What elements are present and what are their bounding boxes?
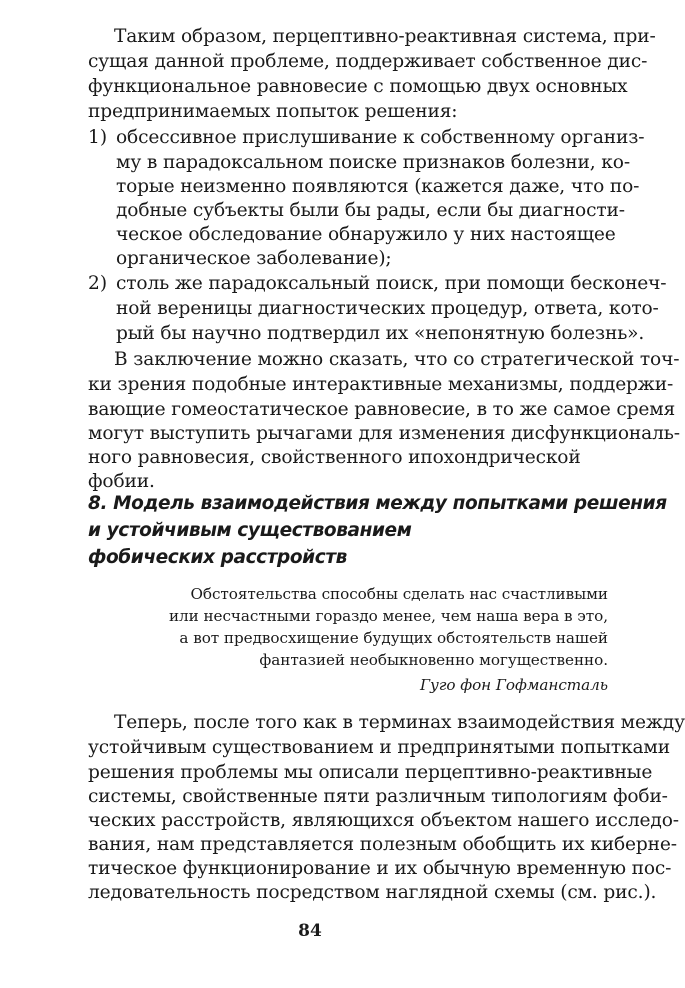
text-line: ки зрения подобные интерактивные механизмы, поддержи- xyxy=(88,374,674,395)
epigraph-line: или несчастными гораздо менее, чем наша вера в это, xyxy=(168,607,608,625)
list-item-line: столь же парадоксальный поиск, при помощи бесконеч- xyxy=(116,273,667,294)
section-heading-line: и устойчивым существованием xyxy=(88,520,412,541)
epigraph-line: фантазией необыкновенно могущественно. xyxy=(259,651,608,669)
page-number: 84 xyxy=(298,921,322,941)
text-line: сущая данной проблеме, поддерживает собственное дис- xyxy=(88,51,648,72)
section-heading-line: фобических расстройств xyxy=(88,547,347,568)
epigraph-line: Обстоятельства способны сделать нас счастливыми xyxy=(190,585,608,603)
text-line: системы, свойственные пяти различным типологиям фоби- xyxy=(88,786,668,807)
text-line: устойчивым существованием и предпринятыми попытками xyxy=(88,737,670,758)
section-heading-line: 8. Модель взаимодействия между попытками решения xyxy=(88,493,667,514)
text-line: функциональное равновесие с помощью двух основных xyxy=(88,76,628,97)
text-line: Теперь, после того как в терминах взаимодействия между xyxy=(114,712,685,733)
list-marker: 1) xyxy=(88,127,108,148)
text-line: ледовательность посредством наглядной схемы (см. рис.). xyxy=(88,882,657,903)
text-line: вающие гомеостатическое равновесие, в то же самое сремя xyxy=(88,399,676,420)
epigraph-author: Гуго фон Гофмансталь xyxy=(419,676,608,694)
text-line: могут выступить рычагами для изменения дисфункциональ- xyxy=(88,423,680,444)
list-item-line: торые неизменно появляются (кажется даже, что по- xyxy=(116,176,640,197)
text-line: вания, нам представляется полезным обобщить их киберне- xyxy=(88,834,677,855)
text-line: ного равновесия, свойственного ипохондрической фобии. xyxy=(88,447,581,492)
list-item-line: обсессивное прислушивание к собственному организ- xyxy=(116,127,645,148)
list-item-line: ной вереницы диагностических процедур, ответа, кото- xyxy=(116,298,659,319)
text-line: Таким образом, перцептивно-реактивная система, при- xyxy=(114,26,656,47)
text-line: ческих расстройств, являющихся объектом нашего исследо- xyxy=(88,810,679,831)
list-item-line: ческое обследование обнаружило у них настоящее xyxy=(116,224,616,245)
list-item-line: органическое заболевание); xyxy=(116,248,392,269)
list-marker: 2) xyxy=(88,273,108,294)
text-line: В заключение можно сказать, что со стратегической точ- xyxy=(114,349,680,370)
text-line: решения проблемы мы описали перцептивно-реактивные xyxy=(88,762,653,783)
list-item-line: му в парадоксальном поиске признаков болезни, ко- xyxy=(116,152,630,173)
epigraph-line: а вот предвосхищение будущих обстоятельств нашей xyxy=(179,629,608,647)
text-line: предпринимаемых попыток решения: xyxy=(88,101,458,122)
list-item-line: добные субъекты были бы рады, если бы диагности- xyxy=(116,200,625,221)
list-item-line: рый бы научно подтвердил их «непонятную болезнь». xyxy=(116,323,645,344)
text-line: тическое функционирование и их обычную временную пос- xyxy=(88,858,672,879)
